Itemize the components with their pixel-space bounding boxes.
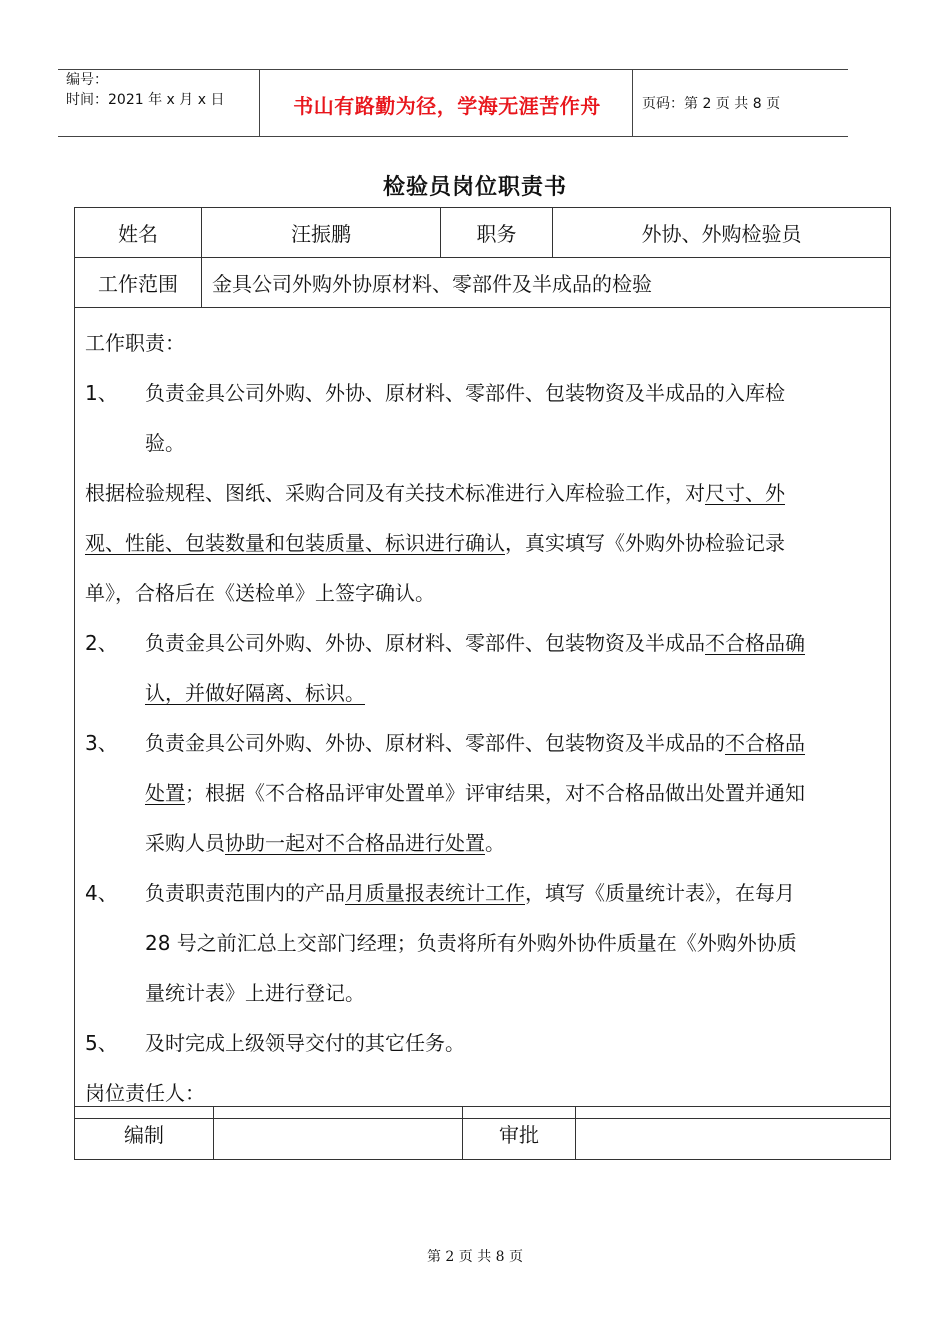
item-text: 。	[485, 831, 505, 855]
item-text: 及时完成上级领导交付的其它任务。	[145, 1031, 465, 1055]
scope-value: 金具公司外购外协原材料、零部件及半成品的检验	[202, 258, 891, 308]
table-row	[75, 208, 891, 258]
underlined-text: 协助一起对不合格品进行处置	[225, 831, 485, 855]
prepared-by-field[interactable]	[214, 1107, 463, 1160]
item-number: 1、	[85, 381, 118, 405]
header-divider	[259, 69, 260, 137]
paragraph-text: ，真实填写《外购外协检验记录	[505, 531, 785, 555]
duty-item-3	[85, 718, 880, 868]
item-text: ，填写《质量统计表》，在每月	[525, 881, 795, 905]
table-row	[75, 258, 891, 308]
item-text: 采购人员	[145, 831, 225, 855]
underlined-text: 处置	[145, 781, 185, 805]
document-title: 检验员岗位职责书	[382, 175, 567, 200]
duty-item-1	[85, 368, 880, 468]
header-page-info: 页码：第 2 页 共 8 页	[642, 96, 781, 112]
duty-paragraph	[85, 468, 880, 618]
header-bottom-rule	[58, 136, 848, 137]
item-number: 2、	[85, 631, 118, 655]
item-text: 负责金具公司外购、外协、原材料、零部件、包装物资及半成品的入库检	[145, 381, 785, 405]
duties-heading: 工作职责：	[85, 331, 185, 355]
underlined-text: 观、性能、包装数量和包装质量、标识进行确认	[85, 531, 505, 555]
underlined-text: 不合格品	[725, 731, 805, 755]
table-row	[75, 1107, 891, 1160]
position-value: 外协、外购检验员	[553, 208, 891, 258]
scope-label: 工作范围	[75, 258, 202, 308]
page-footer: 第 2 页 共 8 页	[426, 1249, 524, 1265]
document-number: 编号：	[66, 72, 108, 88]
duty-table	[74, 207, 891, 1119]
header-meta	[66, 70, 224, 110]
table-row	[75, 308, 891, 1119]
underlined-text: 不合格品确	[705, 631, 805, 655]
document-date: 时间：2021 年 x 月 x 日	[66, 92, 225, 108]
item-text: ；根据《不合格品评审处置单》评审结果，对不合格品做出处置并通知	[185, 781, 805, 805]
item-text: 负责金具公司外购、外协、原材料、零部件、包装物资及半成品的	[145, 731, 725, 755]
underlined-text: 月质量报表统计工作	[345, 881, 525, 905]
responsible-person-label: 岗位责任人：	[85, 1081, 205, 1105]
item-text: 验。	[145, 431, 185, 455]
item-number: 5、	[85, 1031, 118, 1055]
duty-item-5	[85, 1018, 880, 1068]
paragraph-text: 单》，合格后在《送检单》上签字确认。	[85, 581, 435, 605]
item-text: 负责金具公司外购、外协、原材料、零部件、包装物资及半成品	[145, 631, 705, 655]
signature-table	[74, 1106, 891, 1160]
approved-by-field[interactable]	[576, 1107, 891, 1160]
name-label: 姓名	[75, 208, 202, 258]
approved-by-label: 审批	[463, 1107, 576, 1160]
paragraph-text: 根据检验规程、图纸、采购合同及有关技术标准进行入库检验工作，对	[85, 481, 705, 505]
underlined-text: 尺寸、外	[705, 481, 785, 505]
item-number: 4、	[85, 881, 118, 905]
item-text: 负责职责范围内的产品	[145, 881, 345, 905]
item-text: 量统计表》上进行登记。	[145, 981, 365, 1005]
duty-item-4	[85, 868, 880, 1018]
name-value: 汪振鹏	[202, 208, 441, 258]
duty-item-2	[85, 618, 880, 718]
header-divider	[632, 69, 633, 137]
underlined-text: 认，并做好隔离、标识。	[145, 681, 365, 705]
item-number: 3、	[85, 731, 118, 755]
duties-cell	[75, 308, 891, 1119]
header-motto: 书山有路勤为径，学海无涯苦作舟	[293, 94, 601, 118]
position-label: 职务	[441, 208, 553, 258]
prepared-by-label: 编制	[75, 1107, 214, 1160]
item-text: 28 号之前汇总上交部门经理；负责将所有外购外协件质量在《外购外协质	[145, 931, 797, 955]
